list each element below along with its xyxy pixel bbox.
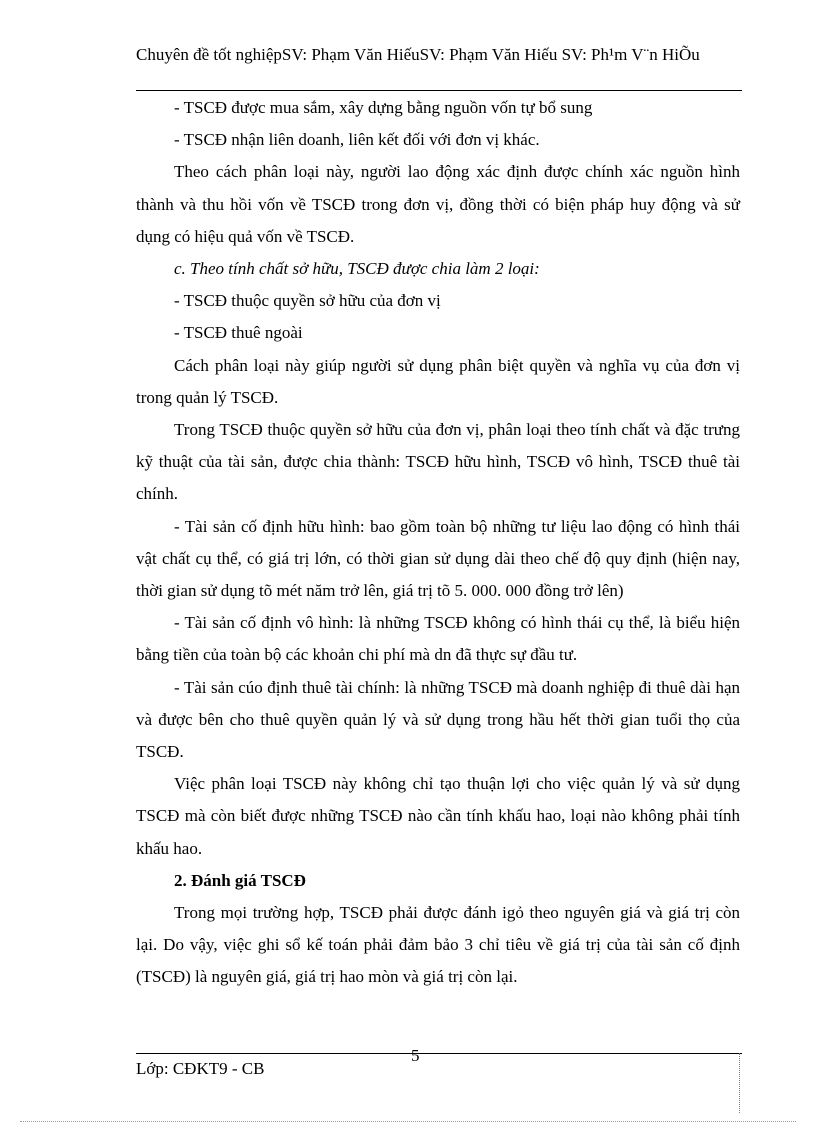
paragraph-9: - Tài sản cố định hữu hình: bao gồm toàn bộ những tư liệu lao động có hình thái vật chất cụ thể, có giá trị lớn, có thời gian sử dụng dài theo chế độ quy định (hiện nay, thời gian sử dụng tõ mét năm trở lên, giá trị tõ 5. 000. 000 đồng trở lên) <box>136 516 740 601</box>
paragraph-14: Trong mọi trường hợp, TSCĐ phải được đánh igỏ theo nguyên giá và giá trị còn lại. Do vậy, việc ghi sổ kế toán phải đảm bảo 3 chỉ tiêu về giá trị của tài sản cố định (TSCĐ) là nguyên giá, giá trị hao mòn và giá trị còn lại. <box>136 903 740 987</box>
page-number: 5 <box>411 1046 420 1065</box>
paragraph-10: - Tài sản cố định vô hình: là những TSCĐ không có hình thái cụ thể, là biểu hiện bằng tiền của toàn bộ các khoản chi phí mà dn đã thực sự đầu tư. <box>136 613 740 665</box>
paragraph-5: - TSCĐ thuộc quyền sở hữu của đơn vị <box>174 291 441 311</box>
header-rule <box>136 90 742 91</box>
footer-class-label: Lớp: CĐKT9 - CB <box>136 1059 265 1078</box>
paragraph-7: Cách phân loại này giúp người sử dụng phân biệt quyền và nghĩa vụ của đơn vị trong quản lý TSCĐ. <box>136 355 740 407</box>
margin-guide-line <box>739 1053 740 1113</box>
paragraph-3: Theo cách phân loại này, người lao động xác định được chính xác nguồn hình thành và thu hồi vốn về TSCĐ trong đơn vị, đồng thời có biện pháp huy động và sử dụng có hiệu quả vốn về TSCĐ. <box>136 162 740 246</box>
paragraph-12: Việc phân loại TSCĐ này không chỉ tạo thuận lợi cho việc quản lý và sử dụng TSCĐ mà còn biết được những TSCĐ nào cần tính khấu hao, loại nào không phải tính khấu hao. <box>136 774 740 858</box>
footer-rule <box>136 1053 742 1054</box>
paragraph-8: Trong TSCĐ thuộc quyền sở hữu của đơn vị, phân loại theo tính chất và đặc trưng kỹ thuật của tài sản, được chia thành: TSCĐ hữu hình, TSCĐ vô hình, TSCĐ thuê tài chính. <box>136 420 740 504</box>
paragraph-2: - TSCĐ nhận liên doanh, liên kết đối với đơn vị khác. <box>174 130 540 150</box>
paragraph-1: - TSCĐ được mua sắm, xây dựng bằng nguồn vốn tự bổ sung <box>174 98 593 117</box>
section-heading-2: 2. Đánh giá TSCĐ <box>174 870 306 890</box>
paragraph-6: - TSCĐ thuê ngoài <box>174 323 303 343</box>
header-text: Chuyên đề tốt nghiệpSV: Phạm Văn HiếuSV: Phạm Văn Hiếu SV: Ph¹m V¨n HiÕu <box>136 45 700 64</box>
section-heading-c: c. Theo tính chất sở hữu, TSCĐ được chia làm 2 loại: <box>174 259 540 279</box>
page-header <box>136 44 742 66</box>
document-body <box>136 92 740 994</box>
page-bottom-guide <box>20 1121 796 1122</box>
paragraph-11: - Tài sản cúo định thuê tài chính: là những TSCĐ mà doanh nghiệp đi thuê dài hạn và được bên cho thuê quyền quản lý và sử dụng trong hầu hết thời gian tuổi thọ của TSCĐ. <box>136 677 740 762</box>
